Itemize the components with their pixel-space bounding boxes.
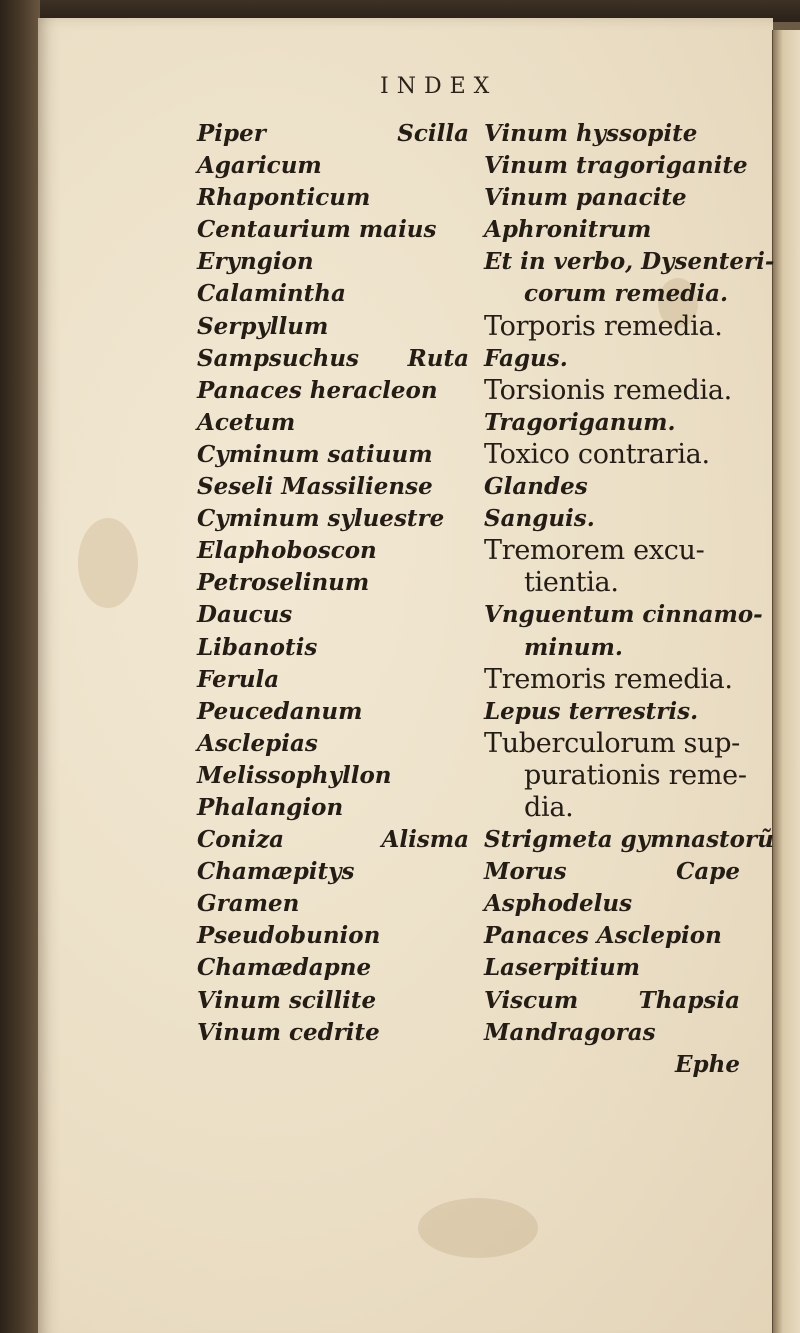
book-binding	[0, 0, 40, 1333]
index-entry-text: dia.	[524, 791, 574, 823]
index-entry	[197, 856, 477, 888]
index-entry	[197, 952, 477, 984]
index-entry	[484, 760, 770, 792]
index-entry	[484, 246, 775, 278]
index-entry	[484, 920, 770, 952]
index-entry	[197, 439, 477, 471]
index-entry-secondary: Cape	[676, 858, 740, 886]
index-entry-text: Torsionis remedia.	[484, 374, 732, 406]
index-entry-text: Elaphoboscon	[197, 537, 377, 565]
index-entry-text: Seseli Massiliense	[197, 473, 433, 501]
index-entry	[484, 952, 770, 984]
index-entry-text: Pseudobunion	[197, 922, 381, 950]
index-entry-text: Agaricum	[197, 152, 322, 180]
index-entry	[197, 535, 477, 567]
index-entry	[197, 471, 477, 503]
index-entry	[484, 150, 770, 182]
index-entry-text: Et in verbo, Dysenteri-	[484, 248, 775, 276]
index-entry	[484, 599, 770, 631]
index-entry-text: Calamintha	[197, 280, 346, 308]
index-entry	[484, 278, 770, 310]
index-entry-text: Glandes	[484, 473, 588, 501]
index-entry	[484, 343, 770, 375]
index-entry	[197, 118, 477, 150]
index-entry-text: Tuberculorum sup-	[484, 727, 741, 759]
index-entry	[197, 728, 477, 760]
left-index-column	[197, 118, 477, 1049]
index-entry-text: Strigmeta gymnastorũ	[484, 826, 774, 854]
index-entry-text: Sanguis.	[484, 505, 595, 533]
index-entry-text: Eryngion	[197, 248, 314, 276]
index-entry	[197, 599, 477, 631]
index-entry	[197, 182, 477, 214]
index-entry	[197, 278, 477, 310]
index-entry-text: Phalangion	[197, 793, 344, 821]
index-entry	[484, 1049, 770, 1081]
index-entry-text: Vinum cedrite	[197, 1018, 380, 1046]
index-entry-text: Chamæpitys	[197, 858, 355, 886]
index-entry	[484, 214, 770, 246]
index-entry-text: Rhaponticum	[197, 184, 371, 212]
index-entry	[484, 439, 770, 471]
index-entry	[484, 182, 770, 214]
index-entry-text: Viscum	[484, 986, 579, 1014]
index-entry	[484, 824, 774, 856]
index-entry-secondary: Ruta	[407, 344, 469, 372]
index-entry	[484, 696, 770, 728]
index-entry-text: Fagus.	[484, 344, 568, 372]
index-entry	[197, 246, 477, 278]
index-entry	[197, 375, 477, 407]
index-entry-secondary: Ephe	[675, 1050, 740, 1078]
index-entry-secondary: Alisma	[381, 826, 469, 854]
index-entry-text: purationis reme-	[524, 759, 747, 791]
index-entry	[197, 888, 477, 920]
index-entry	[484, 375, 770, 407]
index-entry	[197, 985, 477, 1017]
index-entry-text: Chamædapne	[197, 954, 372, 982]
index-entry	[197, 567, 477, 599]
index-entry-text: Vinum hyssopite	[484, 120, 698, 147]
index-entry-text: Aphronitrum	[484, 216, 652, 244]
index-entry	[484, 985, 770, 1017]
index-entry-text: Melissophyllon	[197, 761, 392, 789]
index-entry-text: Asclepias	[197, 729, 318, 757]
index-entry-secondary: Thapsia	[638, 986, 740, 1014]
index-entry	[484, 471, 770, 503]
index-entry	[484, 792, 770, 824]
index-entry	[484, 856, 770, 888]
index-entry	[197, 311, 477, 343]
index-entry	[484, 567, 770, 599]
index-entry-text: Tremoris remedia.	[484, 663, 733, 695]
index-entry-text: Libanotis	[197, 633, 318, 661]
index-entry-text: Torporis remedia.	[484, 310, 723, 342]
index-entry	[197, 503, 477, 535]
index-entry	[197, 824, 477, 856]
index-entry-text: minum.	[524, 633, 623, 661]
index-entry-text: Cyminum syluestre	[197, 505, 445, 533]
index-entry-text: Tragoriganum.	[484, 408, 676, 436]
index-entry-text: Asphodelus	[484, 890, 633, 918]
index-entry	[484, 118, 770, 150]
index-entry	[197, 760, 477, 792]
index-entry-text: Vinum tragoriganite	[484, 152, 748, 180]
index-entry-text: corum remedia.	[524, 280, 728, 308]
index-entry-text: Panaces Asclepion	[484, 922, 722, 950]
index-entry-text: Peucedanum	[197, 697, 363, 725]
index-entry	[197, 632, 477, 664]
index-entry-text: Vnguentum cinnamo-	[484, 601, 763, 629]
index-entry-text: Piper	[197, 120, 266, 147]
page-header: INDEX	[380, 74, 498, 99]
index-entry-text: Lepus terrestris.	[484, 697, 699, 725]
index-entry	[197, 1017, 477, 1049]
index-entry	[484, 503, 770, 535]
index-entry	[484, 311, 770, 343]
index-entry-text: Serpyllum	[197, 312, 329, 340]
next-page-edge	[772, 30, 800, 1333]
index-entry-text: Vinum scillite	[197, 986, 377, 1014]
index-entry-text: Ferula	[197, 665, 280, 693]
index-entry	[197, 214, 477, 246]
index-entry-text: Tremorem excu-	[484, 535, 705, 567]
index-entry	[197, 696, 477, 728]
index-entry-text: tientia.	[524, 567, 619, 599]
index-entry	[197, 792, 477, 824]
index-entry-text: Daucus	[197, 601, 293, 629]
index-entry	[484, 888, 770, 920]
index-entry-text: Coniza	[197, 826, 285, 854]
right-index-column	[484, 118, 775, 1081]
index-entry-text: Panaces heracleon	[197, 376, 438, 404]
index-entry-text: Toxico contraria.	[484, 438, 710, 470]
index-entry-text: Centaurium maius	[197, 216, 437, 244]
index-entry-text: Morus	[484, 858, 567, 886]
index-entry-text: Cyminum satiuum	[197, 440, 433, 468]
index-entry	[484, 535, 770, 567]
index-entry	[197, 920, 477, 952]
index-entry-text: Sampsuchus	[197, 344, 359, 372]
index-entry	[197, 150, 477, 182]
index-entry-text: Gramen	[197, 890, 300, 918]
index-entry	[197, 664, 477, 696]
index-entry-text: Petroselinum	[197, 569, 370, 597]
index-entry	[484, 1017, 770, 1049]
index-entry-secondary: Scilla	[397, 120, 469, 147]
index-entry	[484, 632, 770, 664]
index-entry	[484, 664, 770, 696]
index-entry-text: Laserpitium	[484, 954, 641, 982]
index-entry	[484, 407, 770, 439]
index-entry-text: Vinum panacite	[484, 184, 687, 212]
index-entry	[197, 407, 477, 439]
index-entry	[197, 343, 477, 375]
index-entry-text: Mandragoras	[484, 1018, 656, 1046]
index-entry	[484, 728, 770, 760]
index-entry-text: Acetum	[197, 408, 296, 436]
